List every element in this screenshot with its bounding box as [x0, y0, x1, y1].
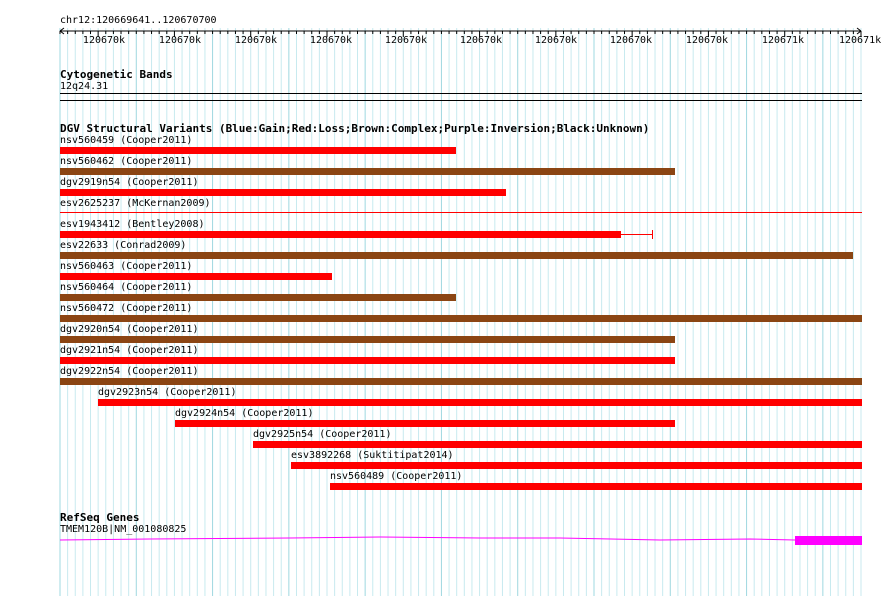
ruler-tick-label: 120670k	[459, 35, 503, 46]
cyto-track-title: Cytogenetic Bands	[60, 68, 173, 81]
ruler-tick-label: 120670k	[82, 35, 126, 46]
gene-model[interactable]	[0, 530, 890, 550]
refseq-track-title: RefSeq Genes	[60, 511, 140, 524]
variant-label[interactable]: nsv560463 (Cooper2011)	[60, 261, 193, 272]
dgv-track-title: DGV Structural Variants (Blue:Gain;Red:Loss;Brown:Complex;Purple:Inversion;Black:Unknown)	[60, 122, 650, 135]
gene-label[interactable]: TMEM120B|NM_001080825	[60, 524, 187, 535]
variant-label[interactable]: dgv2919n54 (Cooper2011)	[60, 177, 199, 188]
variant-label[interactable]: dgv2922n54 (Cooper2011)	[60, 366, 199, 377]
variant-bar-complex[interactable]	[60, 336, 675, 343]
variant-bar-complex[interactable]	[60, 315, 862, 322]
ruler-tick-label: 120670k	[384, 35, 428, 46]
variant-label[interactable]: esv1943412 (Bentley2008)	[60, 219, 205, 230]
cyto-band-line	[60, 93, 862, 94]
variant-bar-complex[interactable]	[60, 294, 456, 301]
variant-bar-loss[interactable]	[60, 189, 506, 196]
variant-bar-loss[interactable]	[60, 357, 675, 364]
variant-label[interactable]: esv2625237 (McKernan2009)	[60, 198, 211, 209]
variant-bar-complex[interactable]	[60, 252, 853, 259]
ruler-tick-label: 120670k	[609, 35, 653, 46]
variant-line-loss[interactable]	[60, 212, 862, 213]
variant-label[interactable]: esv22633 (Conrad2009)	[60, 240, 187, 251]
variant-label[interactable]: nsv560489 (Cooper2011)	[330, 471, 463, 482]
variant-bar-loss[interactable]	[253, 441, 862, 448]
variant-label[interactable]: dgv2920n54 (Cooper2011)	[60, 324, 199, 335]
ruler-tick-label: 120671k	[839, 35, 882, 46]
cyto-band-line-bottom	[60, 100, 862, 101]
variant-bar-loss[interactable]	[60, 273, 332, 280]
ruler-tick-label: 120670k	[309, 35, 353, 46]
variant-label[interactable]: esv3892268 (Suktitipat2014)	[291, 450, 454, 461]
variant-bar-loss[interactable]	[60, 147, 456, 154]
variant-label[interactable]: nsv560472 (Cooper2011)	[60, 303, 193, 314]
ruler-tick-label: 120670k	[685, 35, 729, 46]
variant-label[interactable]: dgv2921n54 (Cooper2011)	[60, 345, 199, 356]
variant-label[interactable]: nsv560464 (Cooper2011)	[60, 282, 193, 293]
variant-label[interactable]: dgv2923n54 (Cooper2011)	[98, 387, 237, 398]
variant-connector-line	[621, 234, 653, 235]
variant-bar-loss[interactable]	[175, 420, 675, 427]
ruler-location: chr12:120669641..120670700	[60, 15, 217, 26]
variant-bar-loss[interactable]	[60, 231, 621, 238]
cyto-band-label: 12q24.31	[60, 81, 109, 92]
variant-label[interactable]: nsv560459 (Cooper2011)	[60, 135, 193, 146]
variant-bar-complex[interactable]	[60, 168, 675, 175]
variant-bar-complex[interactable]	[60, 378, 862, 385]
variant-label[interactable]: dgv2925n54 (Cooper2011)	[253, 429, 392, 440]
ruler-axis	[0, 0, 890, 50]
ruler-tick-label: 120670k	[534, 35, 578, 46]
variant-bar-loss[interactable]	[330, 483, 862, 490]
variant-end-cap	[652, 230, 653, 239]
variant-bar-loss[interactable]	[291, 462, 862, 469]
variant-label[interactable]: nsv560462 (Cooper2011)	[60, 156, 193, 167]
ruler-tick-label: 120670k	[234, 35, 278, 46]
variant-bar-loss[interactable]	[98, 399, 862, 406]
ruler-tick-label: 120670k	[158, 35, 202, 46]
ruler-tick-label: 120671k	[761, 35, 805, 46]
variant-label[interactable]: dgv2924n54 (Cooper2011)	[175, 408, 314, 419]
